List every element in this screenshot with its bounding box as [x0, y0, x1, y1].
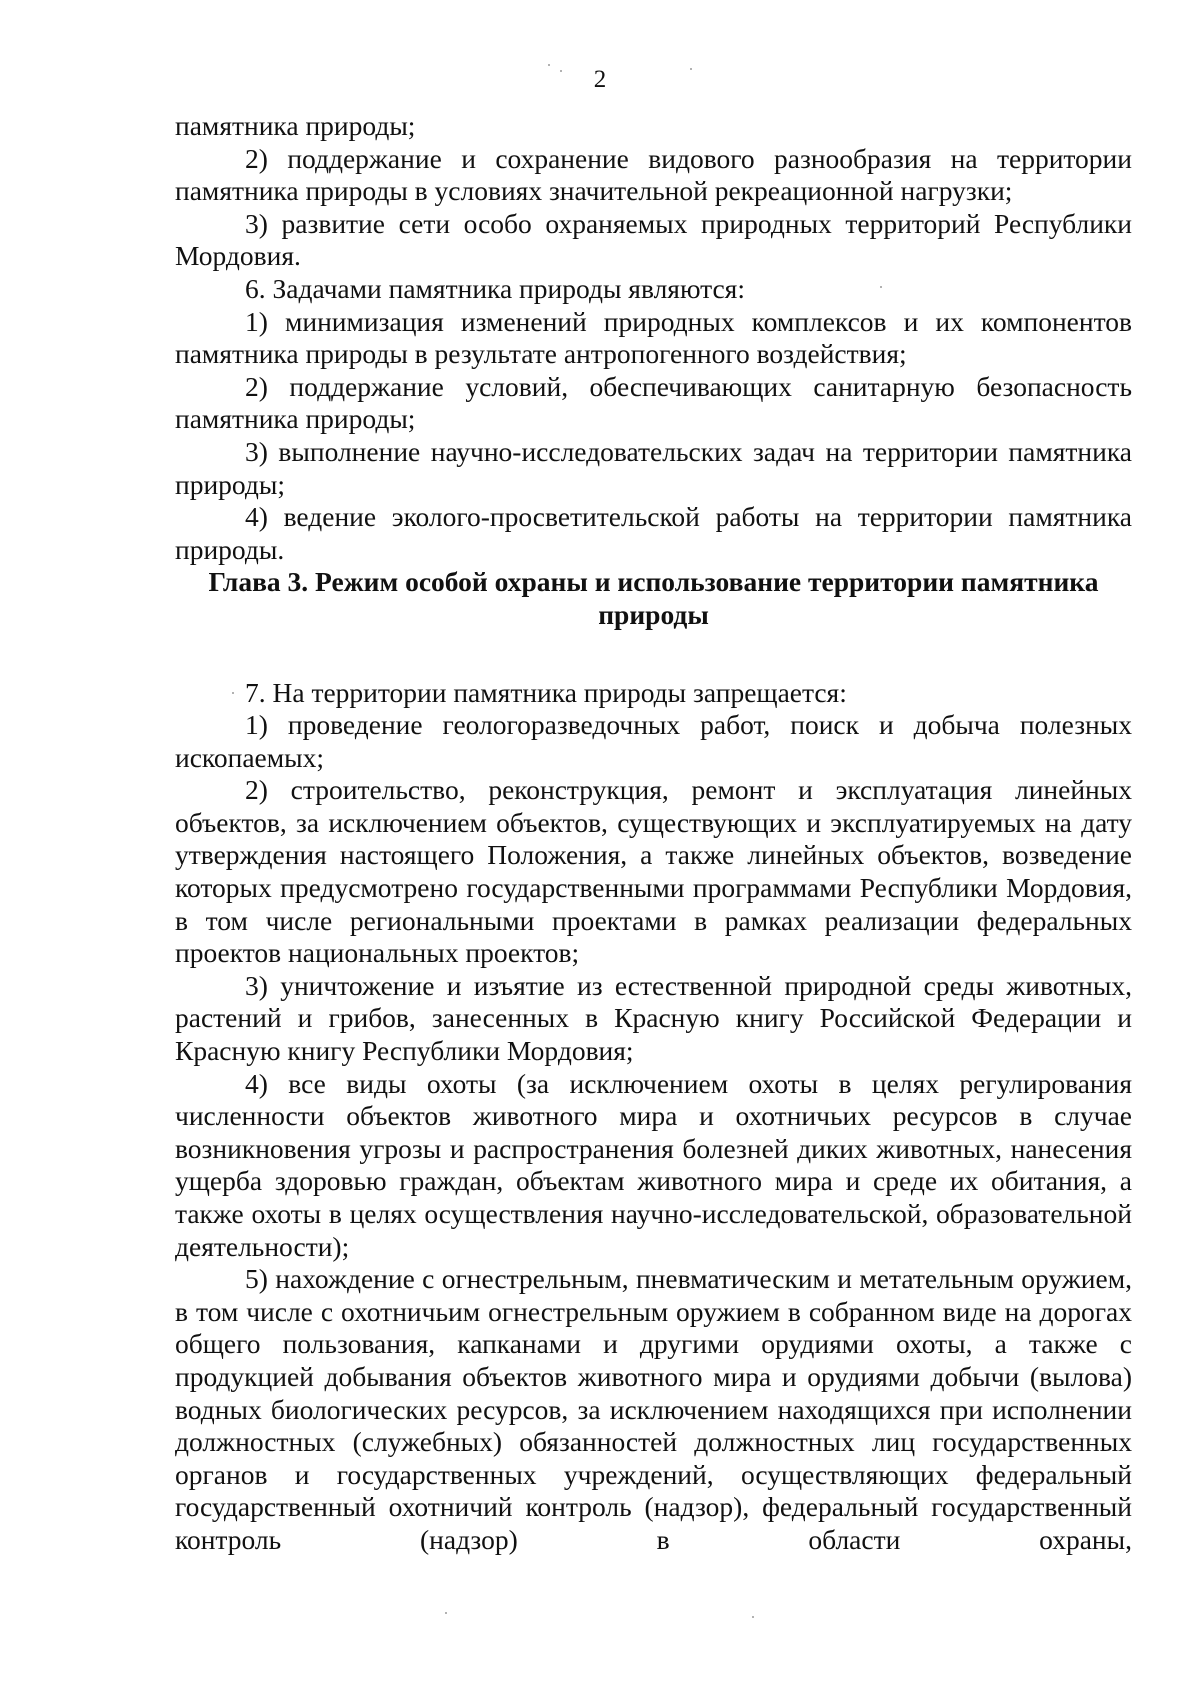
paragraph: 2) строительство, реконструкция, ремонт и эксплуатация линейных объектов, за исключением объектов, существующих и эксплуатируемых на дату утверждения настоящего Положения, а также линейных объектов, возведение которых предусмотрено государственными программами Республики Мордовия, в том числе региональными проектами в рамках реализации федеральных проектов национальных проектов;: [175, 774, 1132, 969]
paragraph: 3) выполнение научно-исследовательских задач на территории памятника природы;: [175, 435, 1132, 500]
spacer: [175, 632, 1132, 677]
paragraph: 4) ведение эколого-просветительской работы на территории памятника природы.: [175, 501, 1132, 565]
paragraph: 2) поддержание и сохранение видового разнообразия на территории памятника природы в условиях значительной рекреационной нагрузки;: [175, 142, 1132, 207]
paragraph: 2) поддержание условий, обеспечивающих санитарную безопасность памятника природы;: [175, 370, 1132, 435]
scan-speck: [752, 1616, 754, 1618]
paragraph: 5) нахождение с огнестрельным, пневматическим и метательным оружием, в том числе с охотничьим огнестрельным оружием в собранном виде на дорогах общего пользования, капканами и другими орудиями охоты, а также с продукцией добывания объектов животного мира и орудиями добычи (вылова) водных биологических ресурсов, за исключением находящихся при исполнении должностных (служебных) обязанностей должностных лиц государственных органов и государственных учреждений, осуществляющих федеральный государственный охотничий контроль (надзор), федеральный государственный контроль (надзор) в области охраны,: [175, 1263, 1132, 1555]
paragraph: памятника природы;: [175, 110, 416, 141]
scan-speck: [445, 1612, 447, 1614]
paragraph: 4) все виды охоты (за исключением охоты в целях регулирования численности объектов животного мира и охотничьих ресурсов в случае возникновения угрозы и распространения болезней диких животных, нанесения ущерба здоровью граждан, объектам животного мира и среде их обитания, а также охоты в целях осуществления научно-исследовательской, образовательной деятельности);: [175, 1067, 1132, 1262]
paragraph: 1) проведение геологоразведочных работ, поиск и добыча полезных ископаемых;: [175, 709, 1132, 773]
paragraph: 6. Задачами памятника природы являются:: [245, 272, 745, 304]
page-number: 2: [593, 66, 607, 93]
paragraph: 1) минимизация изменений природных комплексов и их компонентов памятника природы в результате антропогенного воздействия;: [175, 305, 1132, 370]
paragraph: 7. На территории памятника природы запрещается:: [245, 676, 847, 708]
chapter-title: Глава 3. Режим особой охраны и использование территории памятника природы: [208, 566, 1099, 630]
paragraph: 3) развитие сети особо охраняемых природных территорий Республики Мордовия.: [175, 207, 1132, 272]
document-body: [175, 110, 1132, 1557]
paragraph: 3) уничтожение и изъятие из естественной природной среды животных, растений и грибов, занесенных в Красную книгу Российской Федерации и Красную книгу Республики Мордовия;: [175, 969, 1132, 1067]
